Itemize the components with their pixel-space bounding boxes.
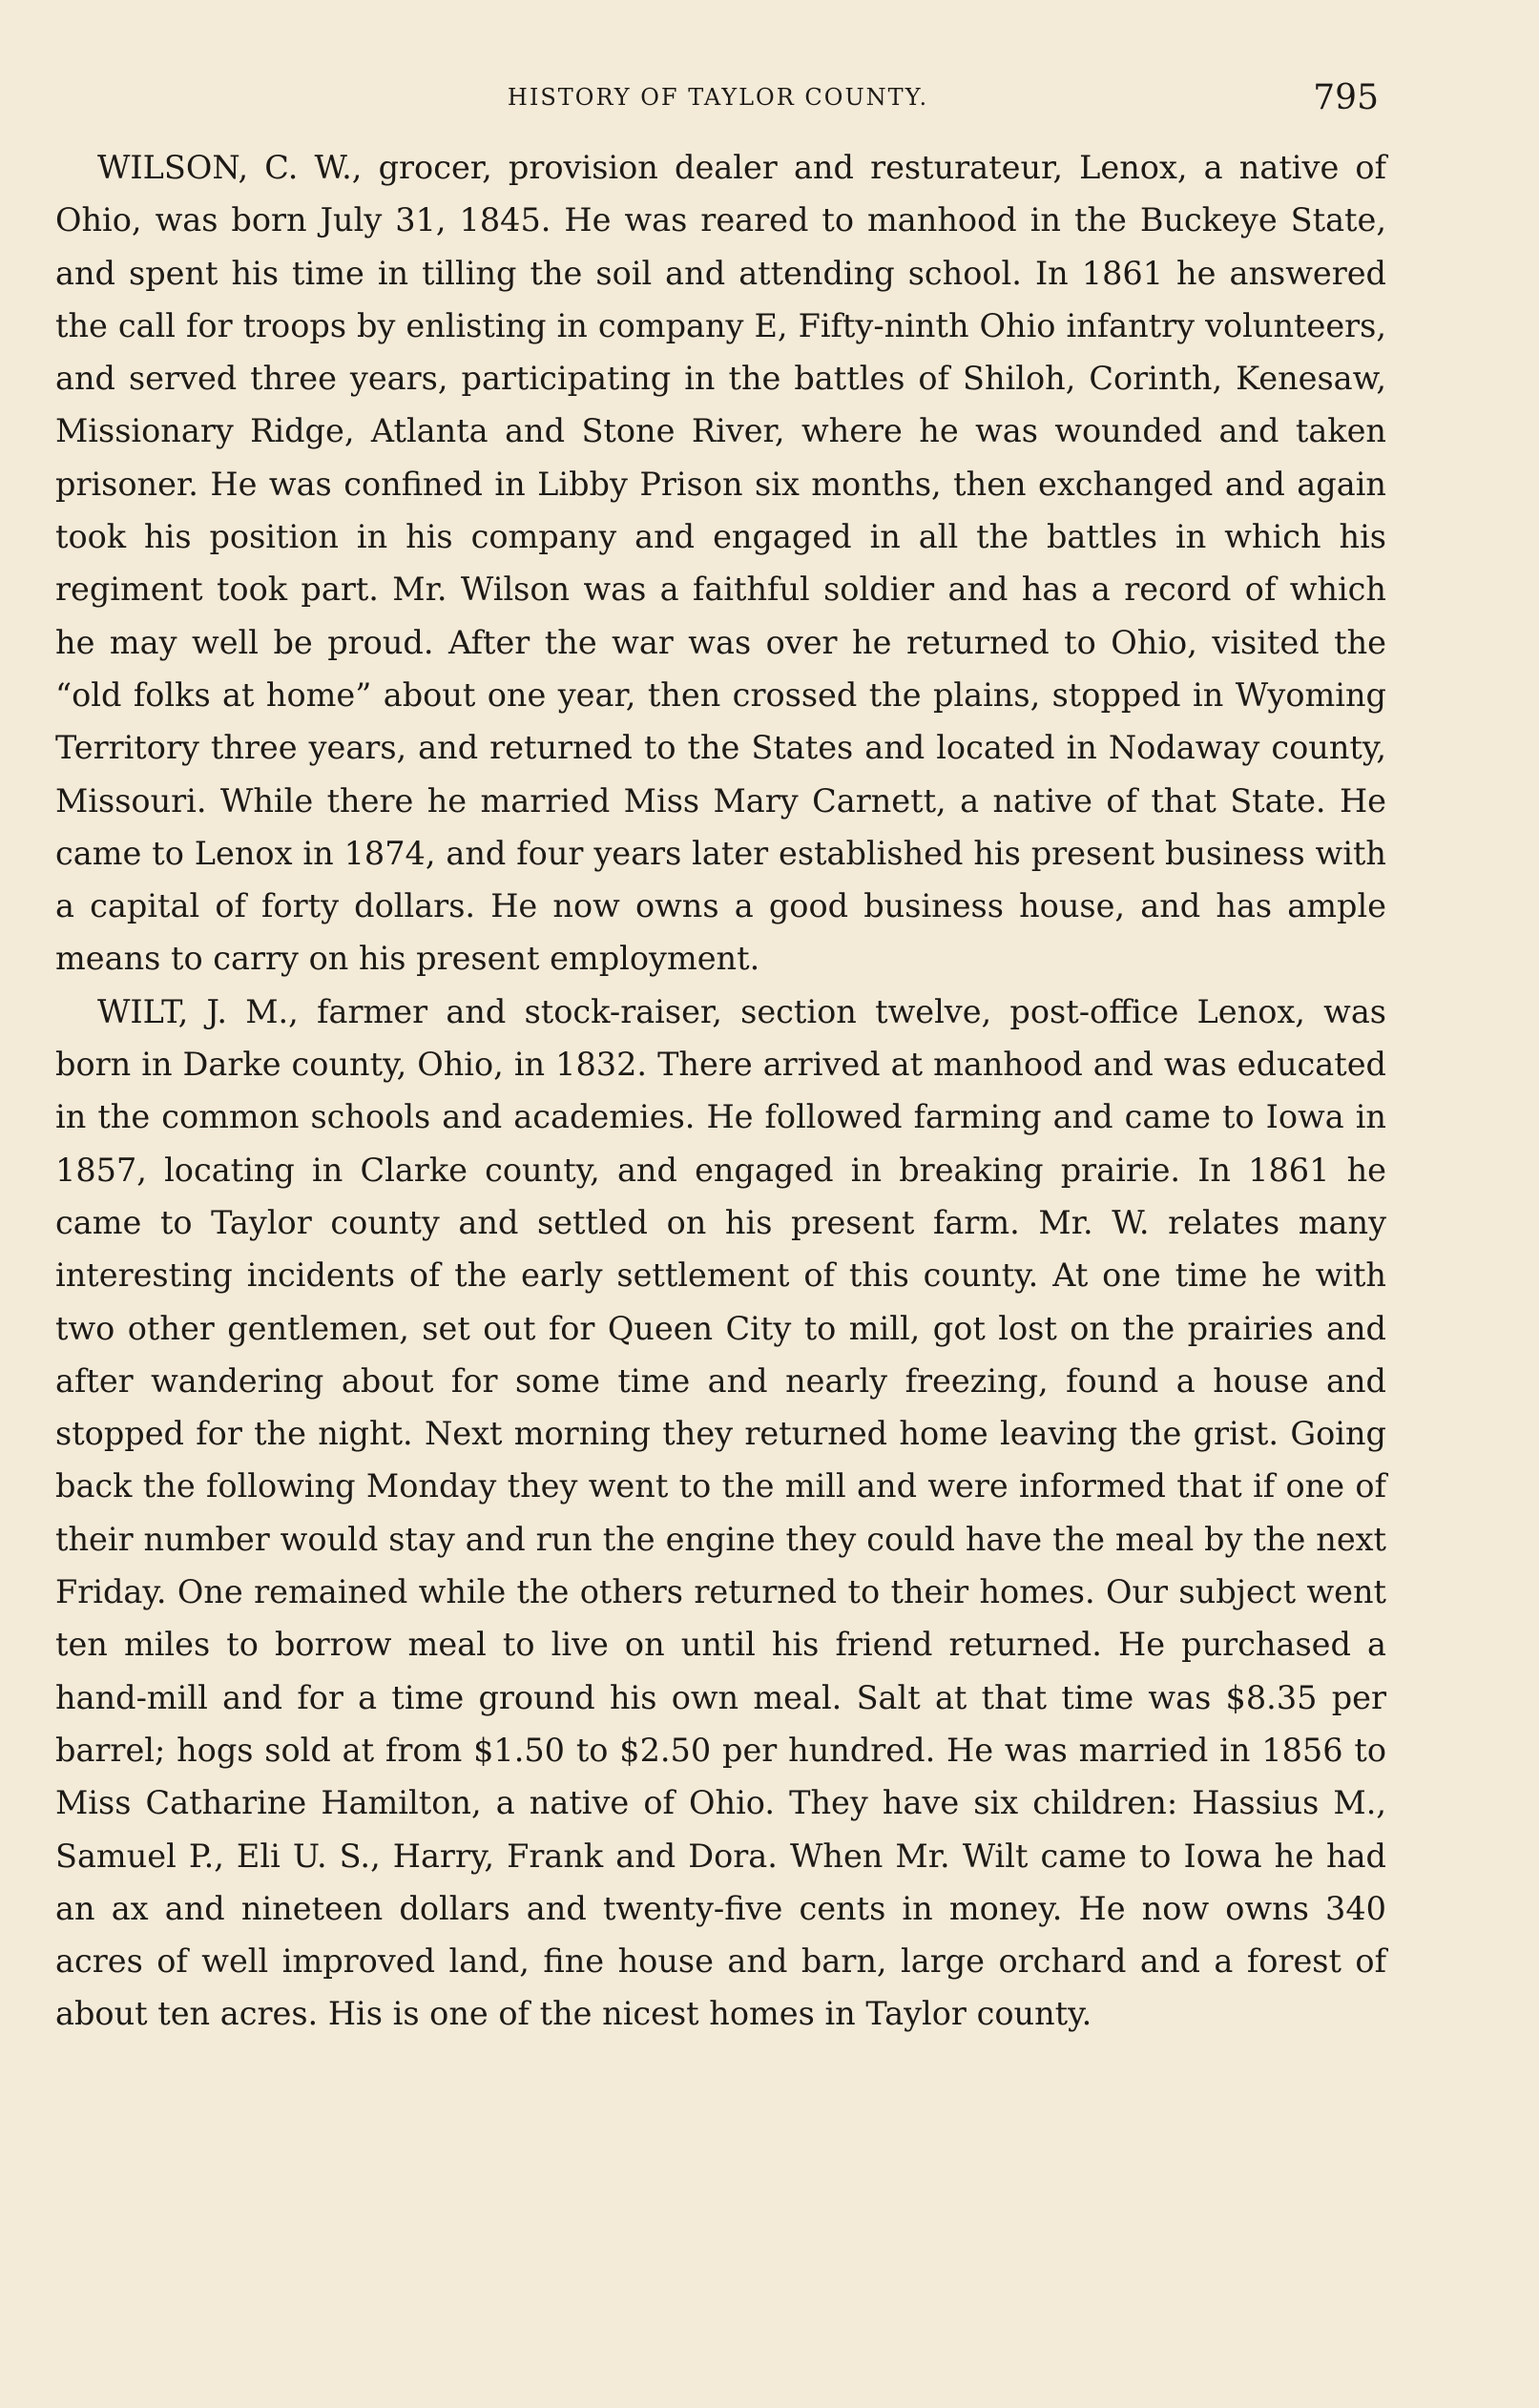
- page-number: 795: [1313, 78, 1379, 117]
- running-title: HISTORY OF TAYLOR COUNTY.: [507, 84, 929, 111]
- biography-wilson: WILSON, C. W., grocer, provision dealer and resturateur, Lenox, a native of Ohio, was born July 31, 1845. He was reared to manhood in the Buckeye State, and spent his time in tilling the soil and attending school. In 1861 he answered the call for troops by enlisting in company E, Fifty-ninth Ohio infantry volunteers, and served three years, participating in the battles of Shiloh, Corinth, Kenesaw, Missionary Ridge, Atlanta and Stone River, where he was wounded and taken prisoner. He was confined in Libby Prison six months, then exchanged and again took his position in his company and engaged in all the battles in which his regiment took part. Mr. Wilson was a faithful soldier and has a record of which he may well be proud. After the war was over he returned to Ohio, visited the “old folks at home” about one year, then crossed the plains, stopped in Wyoming Territory three years, and returned to the States and located in Nodaway county, Missouri. While there he married Miss Mary Carnett, a native of that State. He came to Lenox in 1874, and four years later established his present business with a capital of forty dollars. He now owns a good business house, and has ample means to carry on his present employment.: [55, 149, 1386, 978]
- biography-wilt: WILT, J. M., farmer and stock-raiser, section twelve, post-office Lenox, was born in Darke county, Ohio, in 1832. There arrived at manhood and was educated in the common schools and academies. He followed farming and came to Iowa in 1857, locating in Clarke county, and engaged in breaking prairie. In 1861 he came to Taylor county and settled on his present farm. Mr. W. relates many interesting incidents of the early settlement of this county. At one time he with two other gentlemen, set out for Queen City to mill, got lost on the prairies and after wandering about for some time and nearly freezing, found a house and stopped for the night. Next morning they returned home leaving the grist. Going back the following Monday they went to the mill and were informed that if one of their number would stay and run the engine they could have the meal by the next Friday. One remained while the others returned to their homes. Our subject went ten miles to borrow meal to live on until his friend returned. He purchased a hand-mill and for a time ground his own meal. Salt at that time was $8.35 per barrel; hogs sold at from $1.50 to $2.50 per hundred. He was married in 1856 to Miss Catharine Hamilton, a native of Ohio. They have six children: Hassius M., Samuel P., Eli U. S., Harry, Frank and Dora. When Mr. Wilt came to Iowa he had an ax and nineteen dollars and twenty-five cents in money. He now owns 340 acres of well improved land, fine house and barn, large orchard and a forest of about ten acres. His is one of the nicest homes in Taylor county.: [55, 992, 1386, 2033]
- running-head: [57, 78, 1379, 120]
- body-text: [55, 141, 1386, 2041]
